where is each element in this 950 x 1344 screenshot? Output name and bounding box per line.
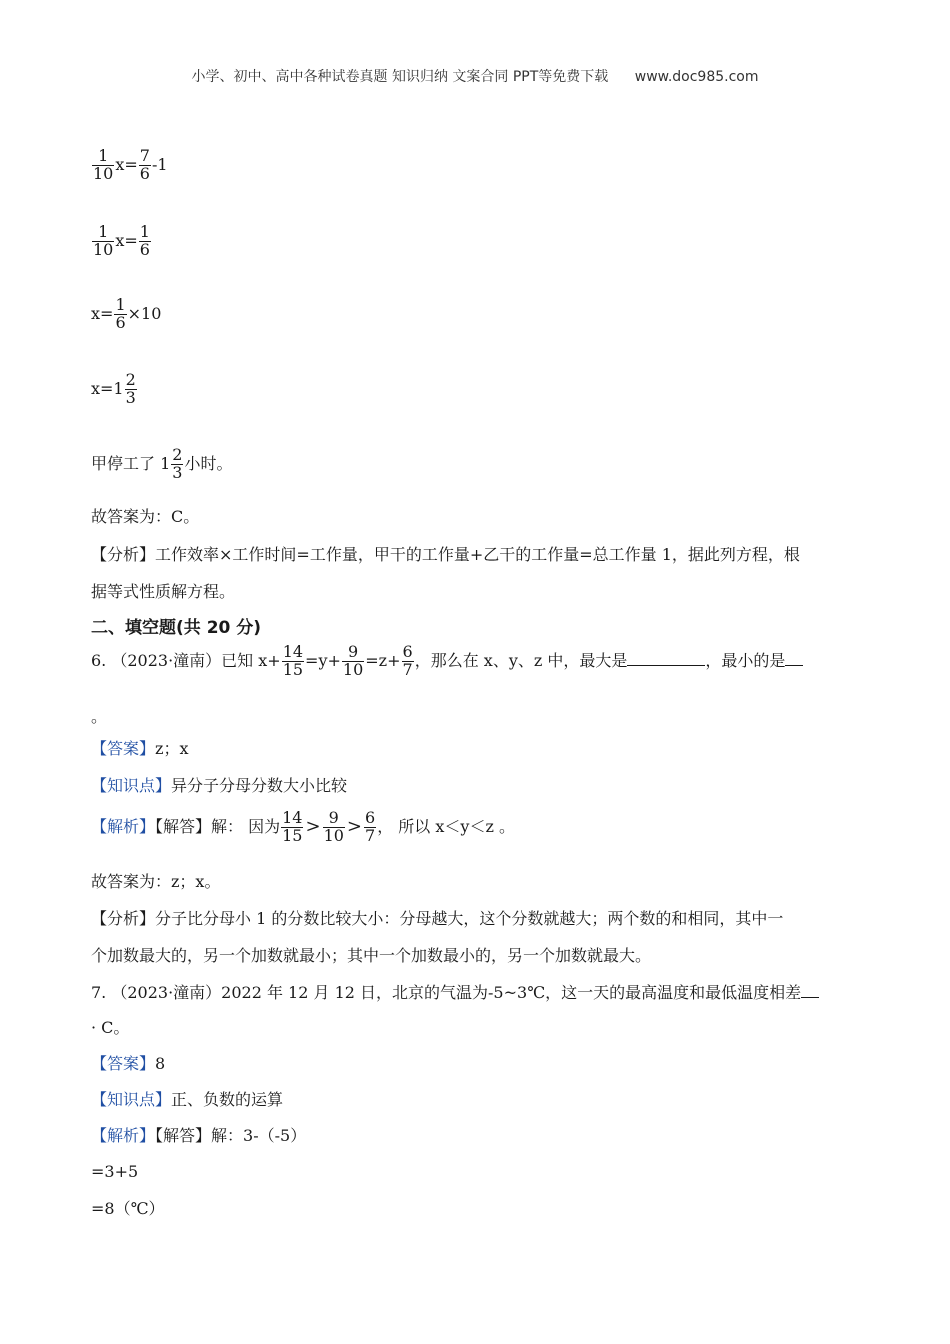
- fraction: $\frac{9}{10}$: [342, 642, 364, 679]
- question-6: 6. （2023·潼南）已知 x+ $\frac{14}{15}$ =y+ $\frac{9}{10}$ =z+ $\frac{6}{7}$ ，那么在 x、y、z 中，最大是 ，最小的是: [91, 644, 803, 679]
- fraction: $\frac{6}{7}$: [365, 808, 376, 845]
- fraction: $\frac{9}{10}$: [323, 808, 344, 845]
- result-line: 甲停工了 1 $\frac{2}{3}$ 小时。: [91, 445, 233, 482]
- fraction: $\frac{2}{3}$: [172, 445, 183, 482]
- q6-analysis-1: 【分析】分子比分母小 1 的分数比较大小：分母越大，这个分数就越大；两个数的和相同，其中一: [91, 909, 784, 928]
- header-site-link[interactable]: www.doc985.com: [634, 69, 759, 85]
- answer-line-5: 故答案为：C。: [91, 507, 200, 526]
- q6-answer: 【答案】z；x: [91, 739, 189, 758]
- fraction: $\frac{1}{10}$: [93, 222, 114, 259]
- answer-blank[interactable]: [627, 649, 705, 666]
- fraction: $\frac{1}{6}$: [115, 295, 126, 332]
- question-7: 7. （2023·潼南）2022 年 12 月 12 日，北京的气温为-5~3℃，这一天的最高温度和最低温度相差: [91, 981, 819, 1005]
- fraction: $\frac{2}{3}$: [125, 370, 136, 407]
- q7-step-1: =3+5: [91, 1162, 139, 1181]
- q7-step-2: =8（℃）: [91, 1199, 165, 1218]
- page-header: [0, 66, 950, 86]
- fraction: $\frac{6}{7}$: [402, 642, 413, 679]
- fraction: $\frac{7}{6}$: [139, 146, 150, 183]
- q6-solution: 【解析】【解答】解： 因为 $\frac{14}{15}$ > $\frac{9}{10}$ > $\frac{6}{7}$ ， 所以 x＜y＜z 。: [91, 808, 515, 845]
- answer-blank[interactable]: [801, 981, 819, 998]
- q7-knowledge: 【知识点】正、负数的运算: [91, 1090, 284, 1109]
- q7-answer: 【答案】8: [91, 1054, 166, 1073]
- q6-knowledge: 【知识点】异分子分母分数大小比较: [91, 776, 348, 795]
- answer-blank[interactable]: [785, 649, 803, 666]
- fraction: $\frac{14}{15}$: [282, 808, 303, 845]
- equation-line-3: x= $\frac{1}{6}$ ×10: [91, 295, 162, 332]
- fraction: $\frac{1}{6}$: [139, 222, 150, 259]
- equation-line-2: $\frac{1}{10}$ x= $\frac{1}{6}$: [93, 222, 150, 259]
- q6-analysis-2: 个加数最大的，另一个加数就最小；其中一个加数最小的，另一个加数就最大。: [91, 946, 652, 965]
- fraction: $\frac{14}{15}$: [282, 642, 304, 679]
- q7-solution: 【解析】【解答】解：3-（-5）: [91, 1126, 307, 1145]
- header-text: 小学、初中、高中各种试卷真题 知识归纳 文案合同 PPT等免费下载: [191, 69, 609, 85]
- question-6-end: 。: [91, 707, 108, 726]
- equation-line-1: $\frac{1}{10}$ x= $\frac{7}{6}$ -1: [93, 146, 168, 183]
- question-7-unit: · C。: [91, 1018, 130, 1037]
- analysis-line-5a: 【分析】工作效率×工作时间=工作量，甲干的工作量+乙干的工作量=总工作量 1，据此列方程，根: [91, 545, 800, 564]
- analysis-line-5b: 据等式性质解方程。: [91, 582, 236, 601]
- section-title: 二、填空题(共 20 分): [91, 618, 262, 638]
- fraction: $\frac{1}{10}$: [93, 146, 114, 183]
- q6-final: 故答案为：z；x。: [91, 872, 221, 891]
- equation-line-4: x=1 $\frac{2}{3}$: [91, 370, 136, 407]
